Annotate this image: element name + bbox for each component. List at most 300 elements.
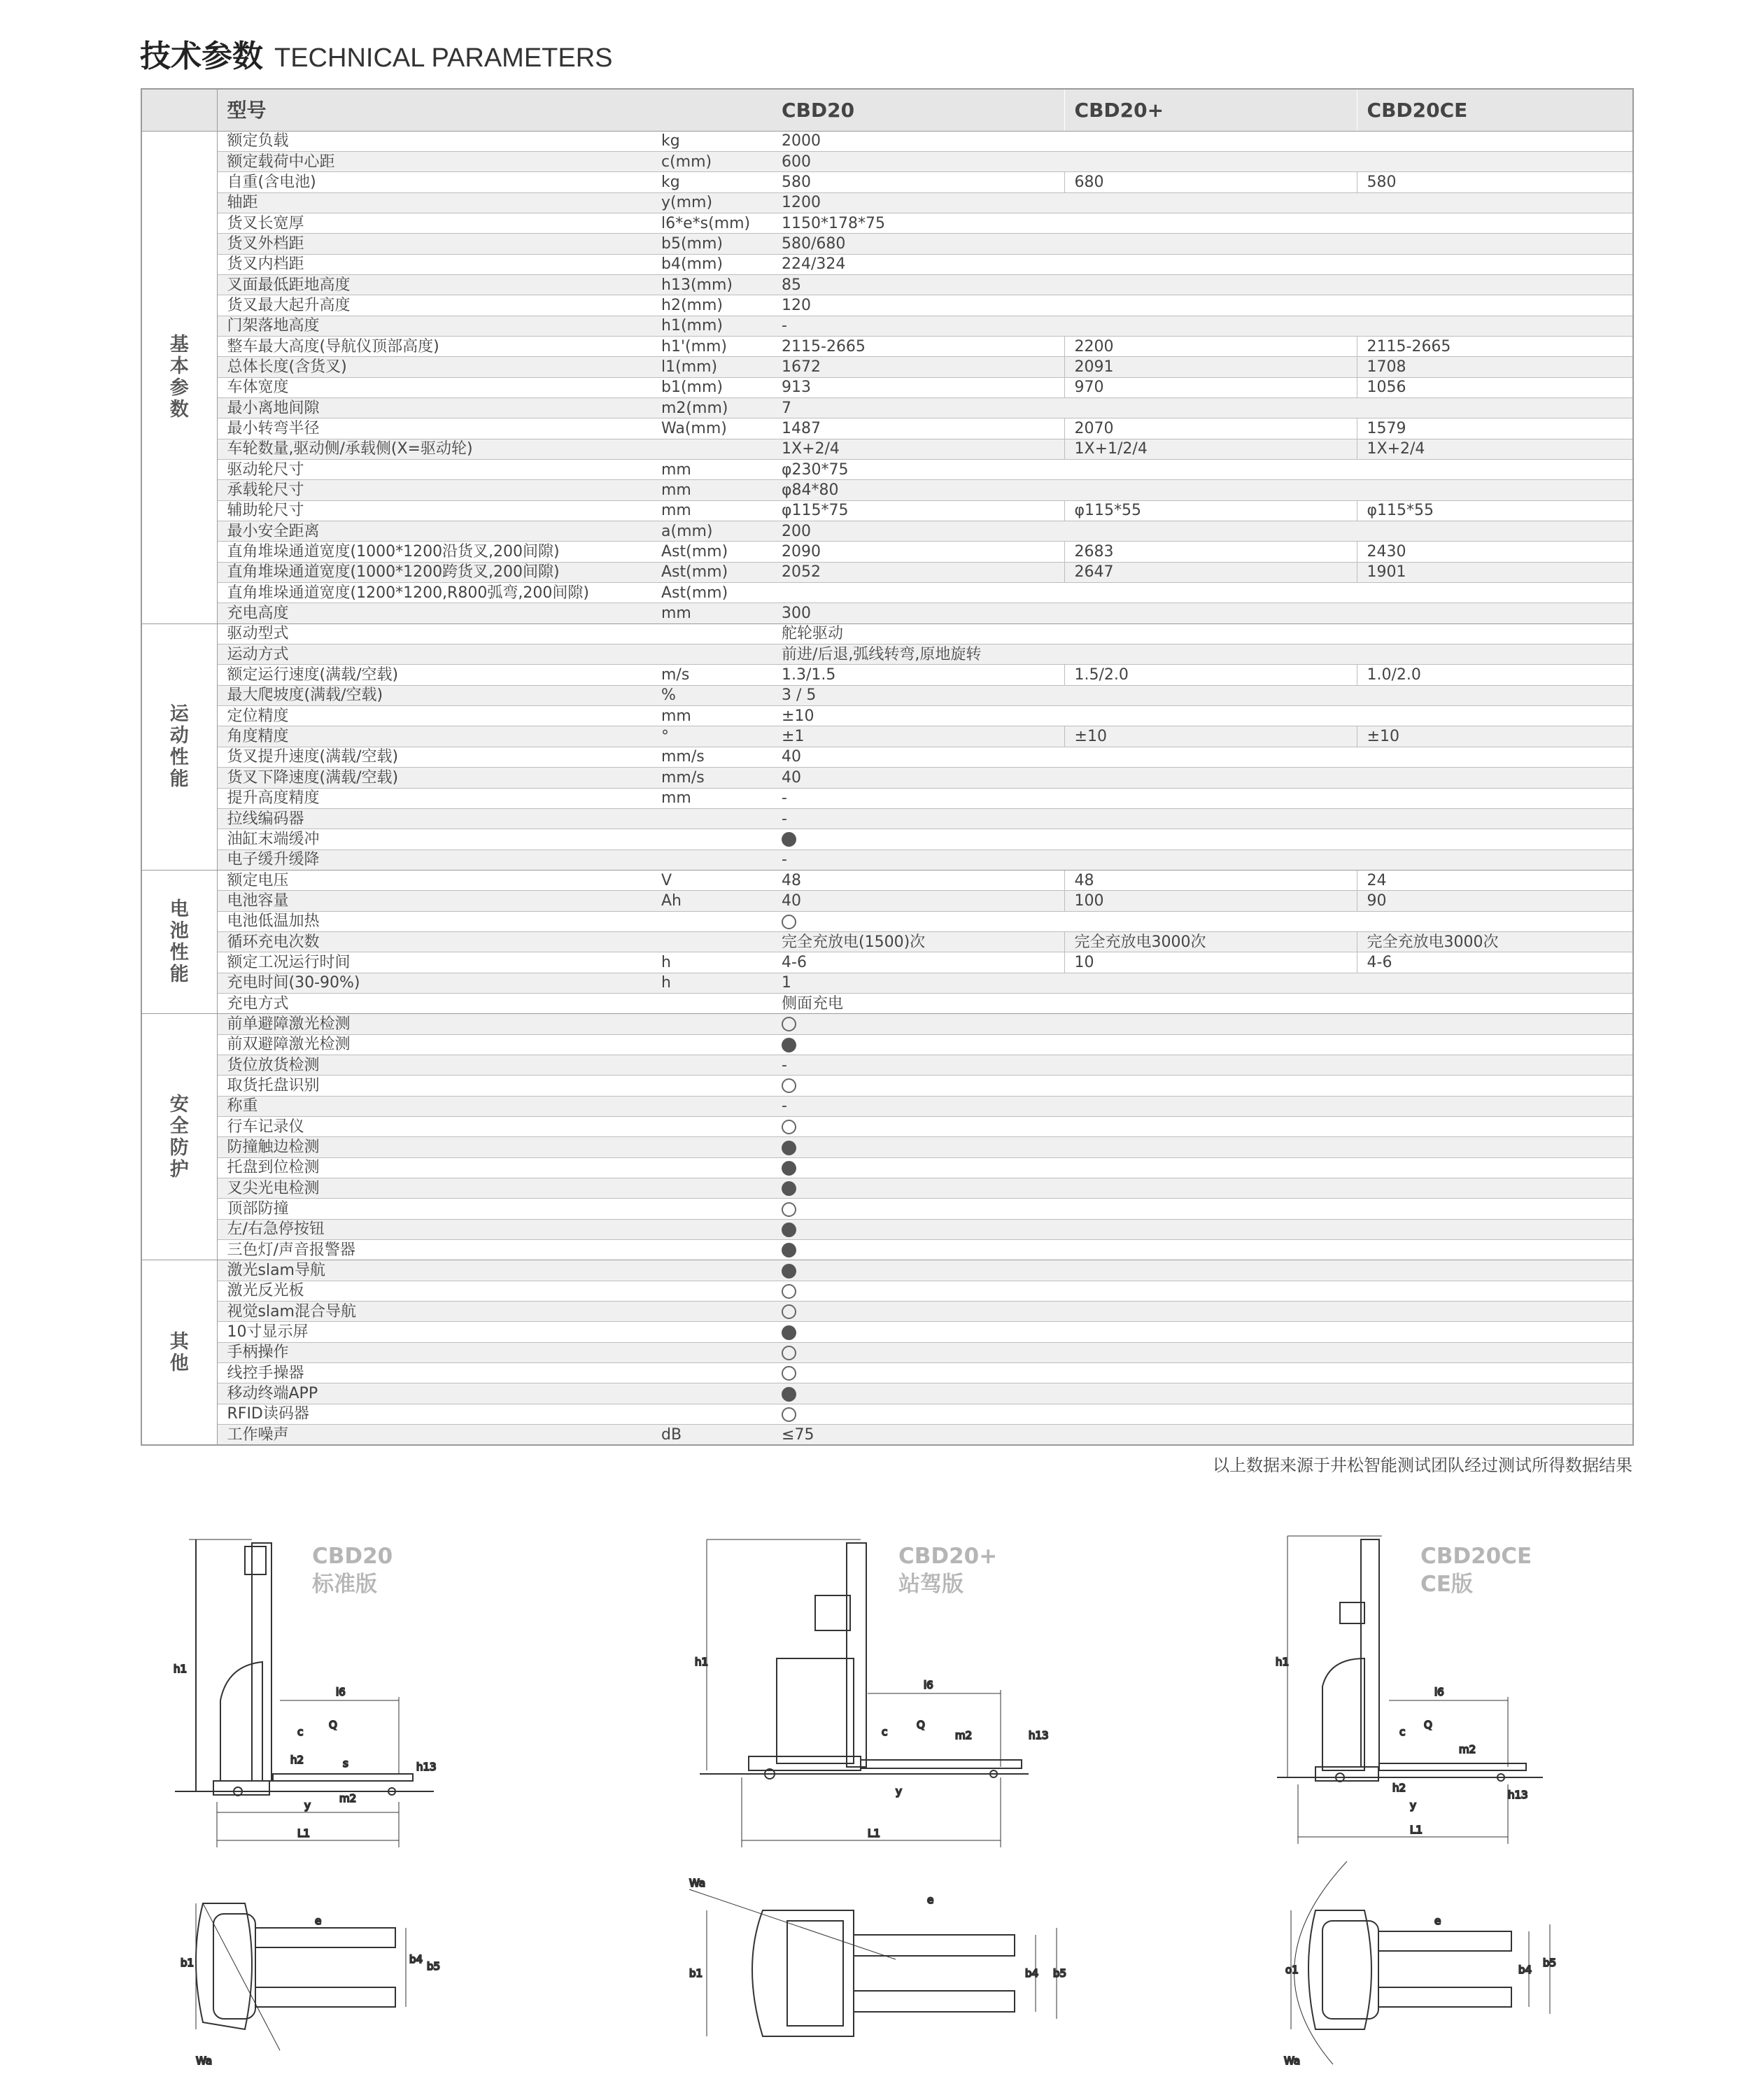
table-row [141,993,1633,1013]
table-row [141,1117,1633,1137]
table-row [141,1260,1633,1281]
section-label [141,1260,217,1445]
drawing3-side-label-9: L1 [1410,1824,1423,1836]
param-unit: c(mm) [651,151,772,171]
section-name: 电池性能 [169,899,189,986]
param-value-2: 1X+1/2/4 [1064,439,1357,459]
drawing3-side-label-3: c [1399,1726,1406,1738]
param-value: - [772,1096,1633,1116]
param-unit [651,1322,772,1342]
param-value: 120 [772,295,1633,316]
drawing1-side-label-3: c [297,1726,304,1738]
param-value-1: 2090 [772,542,1064,562]
param-value [772,1363,1633,1383]
filled-dot-icon [782,1264,796,1278]
param-name: 叉面最低距地高度 [217,274,651,295]
param-name: 货位放货检测 [217,1055,651,1075]
param-value: 40 [772,747,1633,767]
table-row [141,397,1633,418]
drawing-cbd20ce-top [1277,1854,1571,2071]
param-unit: h [651,973,772,993]
table-row [141,1034,1633,1055]
param-value [772,1076,1633,1096]
param-value [772,1342,1633,1362]
param-unit [651,829,772,850]
table-row [141,931,1633,952]
table-row [141,623,1633,644]
drawing3-side-label-2: l6 [1434,1686,1444,1698]
param-value-1: ±1 [772,726,1064,747]
param-value-3: 4-6 [1357,952,1633,973]
param-name: 额定工况运行时间 [217,952,651,973]
section-name: 运动性能 [169,703,189,791]
drawing-edition-1: 标准版 [312,1572,377,1597]
param-name: 激光slam导航 [217,1260,651,1281]
table-row [141,1055,1633,1075]
drawing-cbd20-top [175,1896,455,2067]
table-row [141,1240,1633,1260]
param-unit: l6*e*s(mm) [651,213,772,233]
drawing1-top-label-1: b1 [181,1957,195,1969]
table-row [141,295,1633,316]
table-row [141,480,1633,500]
param-unit [651,439,772,459]
param-name: RFID读码器 [217,1404,651,1424]
filled-dot-icon [782,1181,796,1196]
drawing3-side-label-4: Q [1424,1719,1432,1731]
drawing1-side-label-8: m2 [339,1792,357,1805]
param-unit [651,1117,772,1137]
param-name: 门架落地高度 [217,316,651,336]
drawing-cbd20-side [168,1525,455,1847]
param-unit [651,1137,772,1157]
param-unit: b4(mm) [651,254,772,274]
param-value [772,1117,1633,1137]
table-row [141,562,1633,582]
param-unit [651,1157,772,1178]
table-row [141,1363,1633,1383]
table-row [141,1425,1633,1445]
param-unit [651,1199,772,1219]
drawing3-top-label-4: b5 [1543,1957,1557,1969]
param-unit: V [651,870,772,890]
param-unit [651,850,772,870]
param-unit: Ast(mm) [651,583,772,603]
filled-dot-icon [782,1141,796,1155]
param-value: 300 [772,603,1633,623]
drawing1-side-label-10: L1 [297,1827,310,1840]
param-value-2: ±10 [1064,726,1357,747]
table-row [141,1302,1633,1322]
param-unit: a(mm) [651,521,772,542]
drawing2-side-label-8: L1 [868,1827,880,1840]
param-name: 额定负载 [217,131,651,151]
param-value-1: 40 [772,891,1064,911]
param-name: 三色灯/声音报警器 [217,1240,651,1260]
param-unit [651,1260,772,1281]
param-name: 前单避障激光检测 [217,1014,651,1034]
param-value: ±10 [772,706,1633,726]
table-row [141,1199,1633,1219]
table-row [141,768,1633,788]
param-name: 货叉下降速度(满载/空载) [217,768,651,788]
param-unit [651,1363,772,1383]
param-value: 舵轮驱动 [772,623,1633,644]
param-value-3: 1056 [1357,377,1633,397]
param-name: 拉线编码器 [217,808,651,829]
param-value-1: φ115*75 [772,500,1064,521]
param-unit: ° [651,726,772,747]
param-unit: kg [651,131,772,151]
param-name: 视觉slam混合导航 [217,1302,651,1322]
section-label [141,623,217,870]
param-value: 200 [772,521,1633,542]
param-unit: h1'(mm) [651,336,772,356]
table-row [141,192,1633,213]
param-value-2: 2070 [1064,418,1357,439]
param-name: 最小安全距离 [217,521,651,542]
param-value: 3 / 5 [772,685,1633,705]
param-value-3: 580 [1357,172,1633,192]
empty-circle-icon [782,1366,796,1381]
param-name: 充电时间(30-90%) [217,973,651,993]
drawing2-side-label-6: h13 [1029,1729,1049,1742]
table-row [141,829,1633,850]
drawing-cbd20ce-side [1270,1525,1564,1847]
param-value-3: φ115*55 [1357,500,1633,521]
param-value [772,1322,1633,1342]
table-row [141,131,1633,151]
param-value-2: 48 [1064,870,1357,890]
param-value: 224/324 [772,254,1633,274]
empty-circle-icon [782,1407,796,1422]
param-value-2: 2091 [1064,357,1357,377]
param-name: 顶部防撞 [217,1199,651,1219]
param-name: 循环充电次数 [217,931,651,952]
drawing3-top-label-3: b4 [1518,1964,1532,1976]
table-row [141,418,1633,439]
param-unit [651,623,772,644]
table-row [141,439,1633,459]
drawing2-top-label-2: e [927,1894,934,1906]
param-unit: mm [651,460,772,480]
param-value: φ84*80 [772,480,1633,500]
param-unit [651,1281,772,1301]
table-row [141,500,1633,521]
table-row [141,1219,1633,1239]
param-value [772,1281,1633,1301]
param-value: 1 [772,973,1633,993]
param-value: 2000 [772,131,1633,151]
empty-circle-icon [782,915,796,929]
param-name: 电子缓升缓降 [217,850,651,870]
param-name: 激光反光板 [217,1281,651,1301]
drawing-edition-2: 站驾版 [898,1572,964,1597]
param-value-1: 48 [772,870,1064,890]
drawing1-side-label-7: h13 [416,1761,437,1773]
header-model-1: CBD20 [772,89,1064,131]
table-row [141,911,1633,931]
param-name: 货叉内档距 [217,254,651,274]
drawing1-side-label-6: s [343,1757,348,1770]
drawing2-top-label-1: Wa [689,1877,706,1889]
param-name: 油缸末端缓冲 [217,829,651,850]
table-row [141,583,1633,603]
table-row [141,1281,1633,1301]
filled-dot-icon [782,1161,796,1176]
drawing3-side-label-5: m2 [1459,1743,1476,1756]
param-unit [651,931,772,952]
param-unit [651,993,772,1013]
param-unit [651,1076,772,1096]
param-unit: h13(mm) [651,274,772,295]
param-value: - [772,1055,1633,1075]
drawing2-side-label-1: h1 [695,1656,709,1668]
header-corner [141,89,217,131]
param-unit: Ast(mm) [651,542,772,562]
param-name: 额定电压 [217,870,651,890]
param-name: 辅助轮尺寸 [217,500,651,521]
table-row [141,1076,1633,1096]
param-unit [651,1383,772,1404]
table-row [141,870,1633,890]
table-row [141,254,1633,274]
drawing-cbd20plus-side [693,1525,1057,1854]
param-unit: kg [651,172,772,192]
param-name: 承载轮尺寸 [217,480,651,500]
param-value: 85 [772,274,1633,295]
drawing1-top-label-5: Wa [196,2055,213,2067]
param-value-1: 完全充放电(1500)次 [772,931,1064,952]
param-unit: h2(mm) [651,295,772,316]
empty-circle-icon [782,1078,796,1093]
param-unit: mm [651,480,772,500]
param-unit: l1(mm) [651,357,772,377]
section-label [141,131,217,623]
param-name: 最小转弯半径 [217,418,651,439]
table-row [141,850,1633,870]
param-name: 货叉长宽厚 [217,213,651,233]
table-row [141,1137,1633,1157]
param-name: 定位精度 [217,706,651,726]
filled-dot-icon [782,1038,796,1052]
drawing3-top-label-5: Wa [1284,2055,1301,2067]
param-unit [651,911,772,931]
drawing-model-2: CBD20+ [898,1544,998,1569]
param-name: 直角堆垛通道宽度(1000*1200跨货叉,200间隙) [217,562,651,582]
param-value: - [772,850,1633,870]
empty-circle-icon [782,1120,796,1134]
param-value-1: 2052 [772,562,1064,582]
table-row [141,973,1633,993]
drawing2-side-label-4: Q [917,1719,925,1731]
spec-table [141,88,1634,1446]
drawing3-side-label-7: y [1410,1799,1416,1812]
param-name: 运动方式 [217,644,651,665]
param-unit: mm [651,603,772,623]
param-unit: mm/s [651,747,772,767]
drawing-model-1: CBD20 [312,1544,393,1569]
param-value-2: 10 [1064,952,1357,973]
param-value-3: 2115-2665 [1357,336,1633,356]
param-unit: m2(mm) [651,397,772,418]
param-value-2: 2200 [1064,336,1357,356]
filled-dot-icon [782,1243,796,1257]
footnote: 以上数据来源于井松智能测试团队经过测试所得数据结果 [1213,1456,1632,1475]
param-unit: Ah [651,891,772,911]
param-name: 车轮数量,驱动侧/承载侧(X=驱动轮) [217,439,651,459]
param-name: 线控手操器 [217,1363,651,1383]
param-value-1: 4-6 [772,952,1064,973]
param-unit: h [651,952,772,973]
param-unit [651,1014,772,1034]
param-value-3: 90 [1357,891,1633,911]
drawing2-side-label-7: y [896,1785,902,1798]
param-value: 40 [772,768,1633,788]
param-value [772,911,1633,931]
param-unit: Ast(mm) [651,562,772,582]
section-name: 基本参数 [169,334,189,421]
param-value [772,1157,1633,1178]
drawing1-side-label-9: y [304,1799,311,1812]
param-value-3: 1.0/2.0 [1357,665,1633,685]
param-unit: m/s [651,665,772,685]
heading-zh: 技术参数 [140,38,263,74]
drawing1-side-label-4: Q [329,1719,337,1731]
drawing2-top-label-4: b4 [1025,1967,1039,1980]
filled-dot-icon [782,1387,796,1402]
table-row [141,274,1633,295]
param-value [772,583,1633,603]
header-model-label: 型号 [217,89,772,131]
param-unit: dB [651,1425,772,1445]
param-name: 左/右急停按钮 [217,1219,651,1239]
param-value [772,1302,1633,1322]
section-label [141,1014,217,1260]
empty-circle-icon [782,1346,796,1360]
table-row [141,1322,1633,1342]
param-value-3: 2430 [1357,542,1633,562]
param-unit [651,1302,772,1322]
table-row [141,808,1633,829]
param-value-1: 1487 [772,418,1064,439]
param-name: 整车最大高度(导航仪顶部高度) [217,336,651,356]
param-unit [651,1034,772,1055]
drawing3-side-label-6: h2 [1392,1782,1406,1794]
param-value [772,1260,1633,1281]
param-value: - [772,808,1633,829]
param-name: 称重 [217,1096,651,1116]
drawing3-side-label-1: h1 [1276,1656,1290,1668]
param-unit: Wa(mm) [651,418,772,439]
param-name: 总体长度(含货叉) [217,357,651,377]
param-name: 充电高度 [217,603,651,623]
drawing1-side-label-5: h2 [290,1754,304,1766]
param-value-2: 1.5/2.0 [1064,665,1357,685]
param-unit [651,808,772,829]
param-name: 电池低温加热 [217,911,651,931]
drawing1-side-label-1: h1 [174,1663,188,1675]
table-row [141,644,1633,665]
param-value-2: φ115*55 [1064,500,1357,521]
param-name: 车体宽度 [217,377,651,397]
table-row [141,460,1633,480]
param-name: 移动终端APP [217,1383,651,1404]
drawing3-top-label-1: e [1434,1915,1441,1927]
param-value-3: 完全充放电3000次 [1357,931,1633,952]
empty-circle-icon [782,1304,796,1319]
drawing2-top-label-3: b1 [689,1967,703,1980]
param-value-2: 2683 [1064,542,1357,562]
header-model-3: CBD20CE [1357,89,1633,131]
param-name: 提升高度精度 [217,788,651,808]
param-unit: mm [651,500,772,521]
param-name: 额定载荷中心距 [217,151,651,171]
param-value [772,1178,1633,1199]
param-unit [651,1178,772,1199]
param-value [772,1137,1633,1157]
param-unit [651,1404,772,1424]
table-row [141,891,1633,911]
empty-circle-icon [782,1284,796,1299]
table-row [141,665,1633,685]
table-row [141,706,1633,726]
table-row [141,788,1633,808]
heading-en: TECHNICAL PARAMETERS [274,43,613,73]
param-value: 1150*178*75 [772,213,1633,233]
empty-circle-icon [782,1202,796,1217]
param-name: 最小离地间隙 [217,397,651,418]
param-name: 额定运行速度(满载/空载) [217,665,651,685]
table-row [141,151,1633,171]
drawing1-top-label-2: e [315,1915,322,1927]
param-value [772,1219,1633,1239]
param-name: 防撞触边检测 [217,1137,651,1157]
param-value: - [772,316,1633,336]
table-row [141,603,1633,623]
param-value: 1200 [772,192,1633,213]
param-value-1: 1X+2/4 [772,439,1064,459]
drawing-model-3: CBD20CE [1420,1544,1532,1569]
param-value: ≤75 [772,1425,1633,1445]
param-value-1: 1.3/1.5 [772,665,1064,685]
param-unit: b5(mm) [651,234,772,254]
param-unit [651,1055,772,1075]
drawing-edition-3: CE版 [1420,1572,1473,1597]
param-name: 货叉最大起升高度 [217,295,651,316]
param-value-2: 2647 [1064,562,1357,582]
section-label [141,870,217,1013]
param-unit [651,1219,772,1239]
param-value [772,1240,1633,1260]
param-value-1: 2115-2665 [772,336,1064,356]
section-name: 其他 [169,1330,189,1374]
param-value: 侧面充电 [772,993,1633,1013]
param-name: 直角堆垛通道宽度(1200*1200,R800弧弯,200间隙) [217,583,651,603]
drawing1-side-label-2: l6 [336,1686,346,1698]
param-value: φ230*75 [772,460,1633,480]
drawing2-side-label-5: m2 [955,1729,973,1742]
table-row [141,377,1633,397]
param-name: 手柄操作 [217,1342,651,1362]
param-value [772,1199,1633,1219]
param-name: 取货托盘识别 [217,1076,651,1096]
param-name: 托盘到位检测 [217,1157,651,1178]
table-row [141,336,1633,356]
table-row [141,747,1633,767]
page-heading [140,31,613,73]
table-row [141,1157,1633,1178]
